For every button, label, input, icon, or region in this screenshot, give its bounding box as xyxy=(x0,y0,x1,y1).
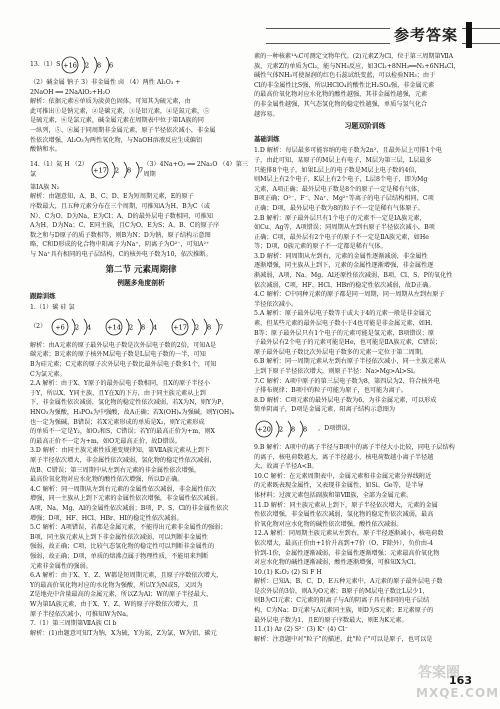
text-line: 素，但某些元素的最外层电子数小于4也可能是非金属元素，如H、 xyxy=(254,320,437,328)
watermark-line2: MXQE.COM xyxy=(416,686,500,700)
text-line: 对应水化物的碱性逐渐减弱，酸性逐渐增强，可推知X为Cl。 xyxy=(254,559,420,567)
text-line: 数之和与D原子的质子数相等，则B为N；D为钠，原子结构示意图 xyxy=(30,231,211,239)
text-line: 族，元素Z的单质为Cl₂，能与NH₃反应，如3Cl₂+8NH₃══N₂+6NH₄Cl， xyxy=(254,62,460,70)
text-line: 体材料；过渡元素包括副族和第Ⅷ族，全部为金属元素。 xyxy=(254,491,413,499)
text-line: 解析：由A元素的原子最外层电子数是次外层电子数的2倍，可知A是 xyxy=(30,341,217,349)
shell-electron-count: 4 xyxy=(153,323,158,332)
text-line: 7.C 解析：A项中原子的第三层电子数为8，第四层为2，符合核外电 xyxy=(254,377,440,385)
text-line: 增强，同一主族从上到下元素的金属性依次增强，非金属性依次减弱。 xyxy=(30,495,222,503)
text-line: 11.(1) Ar (2) S²⁻ (3) K⁺ (4) Cl⁻ xyxy=(254,626,348,634)
shell-electron-count: 2 xyxy=(114,166,119,175)
text-line: 子最外层有2个电子的元素可能是He，也可能是ⅡA族元素，C错误； xyxy=(254,339,442,347)
text-line: 第ⅠA族 N₂ xyxy=(30,183,60,191)
text-line: 一纵列，⑤、⑥属于同周期非金属元素，原子半径依次减小，非金属 xyxy=(30,126,216,134)
text-line: 9.B 解析：A项中的离子半径与B项中的离子半径大小比较，同电子层结构 xyxy=(254,443,455,451)
text-line: 简单阴离子，D项是金属元素，阳离子结构示意图为 xyxy=(254,406,396,414)
t1-analysis xyxy=(30,341,252,379)
text-line: 是硫元素，⑥是氯元素，碱金属元素在周期表中位于第ⅠA族的同 xyxy=(30,117,204,125)
shell-electron-count: 8 xyxy=(207,323,212,332)
calcium-ion-row xyxy=(254,415,476,443)
text-line: Cl的非金属性比S强，所以HClO₄的酸性比H₂SO₄强，非金属元素 xyxy=(254,81,435,89)
q14-head-row xyxy=(30,157,252,183)
q14-analysis xyxy=(30,192,252,259)
subsection-title: 例题多角度剖析 xyxy=(117,279,165,288)
sub-heading: 跟踪训练 xyxy=(30,291,56,300)
text-line: 越容易。 xyxy=(254,110,279,118)
shell-electron-count: 8 xyxy=(97,61,102,70)
text-line: 等；D项，0族元素的原子不一定都是稀有气体。 xyxy=(254,243,387,251)
text-line: N）、C为O、D为Na、E为Cl；A、D的最外层电子数相同，可推知 xyxy=(30,212,213,220)
t1-atoms-row xyxy=(30,313,252,341)
practice-title: 习题双阶训练 xyxy=(344,122,386,131)
text-line: 6.A 解析：由于X、Y、Z、W都是短周期元素，且原子序数依次增大， xyxy=(30,572,223,580)
text-line: 2NaOH ══ 2NaAlO₂+H₂O xyxy=(30,88,111,96)
text-line: 也一定为强碱，B错误；若X元素形成的单质是X₂，则Y元素形成 xyxy=(30,418,205,426)
text-line: 4.C 解析：C中同种元素的原子都是同一周期，同一周期从左到右原子 xyxy=(254,291,445,299)
text-line: 逐渐增强，同主族从上到下，元素的金属性逐渐增强，非金属性逐 xyxy=(254,262,434,270)
shell-electron-count: 8 xyxy=(291,425,296,434)
left-items xyxy=(30,379,252,638)
text-line: 11.D 解析：同主族元素从上到下，原子半径依次增大，元素的金属 xyxy=(254,501,438,509)
q14-head: 14.（1）氦 H （2）氯 xyxy=(30,161,88,178)
nucleus-charge: +17 xyxy=(173,323,188,332)
right-items-2 xyxy=(254,443,476,644)
text-line: 子排布规律；B项中的粒子可能为原子，也可能为离子。 xyxy=(254,387,408,395)
q14-lines xyxy=(30,183,252,193)
section-title: 第二节 元素周期律 xyxy=(105,264,177,275)
watermark-logo xyxy=(416,660,500,706)
shell-electron-count: 8 xyxy=(126,166,131,175)
shell-electron-count: 7 xyxy=(138,166,143,175)
text-line: 正确；D项，最外层电子数为8的粒子不一定是稀有气体原子。 xyxy=(254,204,424,212)
q13-head-row xyxy=(30,52,252,78)
text-line: 是次外层的3倍，则A为O元素；B原子的M层电子数比L层少1， xyxy=(254,587,429,595)
text-line: 略，C和D形成的化合物中阳离子为Na⁺，阴离子为O²⁻，可知A²⁺ xyxy=(30,241,210,249)
nucleus-charge: +14 xyxy=(107,323,122,332)
text-line: 原子最外层电子数比次外层电子数多的元素一定位于第二周期。 xyxy=(254,348,428,356)
q13-analysis xyxy=(30,97,252,155)
left-column xyxy=(30,52,252,638)
page-header xyxy=(0,24,500,46)
text-line: 子，由此可知，某原子的M层上有电子，M层为第三层，L层最多 xyxy=(254,156,432,164)
q13-head: 13.（1）S xyxy=(30,61,61,69)
right-column xyxy=(254,52,476,644)
text-line: 的最高价氧化物对应水化物的酸性越强，其非金属性越强，元素 xyxy=(254,91,428,99)
text-line: 3.D 解析：同周期从左到右，元素的金属性逐渐减弱，非金属性 xyxy=(254,252,428,260)
text-line: 增强；D项，HF、HCl、HBr、HI的稳定性依次减弱。 xyxy=(30,514,183,522)
text-line: A为H、D为Na；C、E同主族，且C为O，E为S；A、B、C的原子序 xyxy=(30,222,220,230)
text-line: 构，C为Na；D元素与A元素同主族，则D为S元素；E元素原子的 xyxy=(254,607,434,615)
text-line: 则M层上有2个电子，K层上有2个电子，L层8个电子，即为Mg xyxy=(254,176,428,184)
text-line: 依次增大，最高正价由+1价升高到+7价（O、F除外），负价由-4 xyxy=(254,539,434,547)
text-line: 解析：由题意知，A、B、C、D、E为短周期元素，E的原子 xyxy=(30,193,194,201)
shell-electron-count: 2 xyxy=(129,323,134,332)
text-line: 价氧化物对应水化物的碱性依次增强，酸性依次减弱。 xyxy=(254,520,403,528)
text-line: 最高价氧化物对应水化物的酸性依次增强，所以D正确。 xyxy=(30,476,184,484)
q14-tail: （3）4Na+O₂ ══ 2Na₂O （4）第三周期 xyxy=(143,161,249,178)
text-line: 正确；C项，最外层有2个电子的原子不一定是ⅡA族元素，如He xyxy=(254,233,429,241)
shell-electron-count: 4 xyxy=(87,323,92,332)
text-line: 8.D 解析：C项元素的最外层电子数为6，为非金属元素，可以形成 xyxy=(254,396,437,404)
text-line: 1.D 解析：每层最多可能容纳的电子数为2n²，且最外层上可排1个电 xyxy=(254,147,443,155)
shell-electron-count: 8 xyxy=(141,323,146,332)
text-line: 2.B 解析：原子最外层只有1个电子的元素不一定是ⅠA族元素， xyxy=(254,214,426,222)
text-line: 4.C 解析：同一周期从左到右元素的金属性依次减弱，非金属性依次 xyxy=(30,485,216,493)
page-number: 163 xyxy=(449,674,472,687)
text-line: 解析：注意题中对"粒子"的描述，此"粒子"可以是原子，也可以是 xyxy=(254,635,433,643)
text-line: 与 Na⁺具有相同的电子层结构，C的核外电子数为10，依次推断。 xyxy=(30,250,212,258)
t1-head: 1.（1）碳 硅 氯 xyxy=(30,304,75,312)
chlorine-atom-diagram xyxy=(170,315,232,339)
text-line: 最外层电子数为1，且E的原子序数最大，则E为K元素。 xyxy=(254,616,408,624)
text-line: Z是地壳中含量最高的金属元素，所以Z为Al；W的原子半径最大， xyxy=(30,591,213,599)
text-line: 素的一种核素¹⁴₆C可测定文物年代。(2)元素Z为Cl，位于第三周期第ⅦA xyxy=(254,53,454,60)
text-line: 的离子，核电荷数越大，离子半径越小，核电荷数越小离子半径越 xyxy=(254,453,434,461)
text-line: 半径依次减小。 xyxy=(254,300,298,308)
text-line: 渐减弱，A项，Na、Mg、Al还原性依次减弱，B项，Cl、S、P的氧化性 xyxy=(254,272,453,280)
silicon-atom-diagram xyxy=(104,315,166,339)
text-line: 元素非金属性的强弱。 xyxy=(30,562,92,570)
text-line: W为第ⅠA族元素，由于X、Y、Z、W的原子序数依次增大，且 xyxy=(30,600,199,608)
atom-tail: ，D项错误。 xyxy=(318,425,354,433)
t1-line2: （2） xyxy=(30,323,47,331)
header-rule xyxy=(266,28,500,44)
text-line: B项，同主族元素从上到下非金属性依次减弱，可以判断非金属性 xyxy=(30,533,208,541)
text-line: 强弱，故正确；C项，比较气态氢化物的稳定性可以判断非金属性的 xyxy=(30,543,215,551)
text-line: 上到下原子半径依次增大，则原子半径：Na>Mg>Al>Si。 xyxy=(254,368,420,375)
nucleus-charge: +16 xyxy=(63,61,78,70)
q13-atom-diagram xyxy=(60,54,122,76)
text-line: 则B为Cl元素；C元素的阳离子与A的阴离子具有相同的电子层结 xyxy=(254,597,430,605)
shell-electron-count: 2 xyxy=(195,323,200,332)
q13-lines xyxy=(30,78,252,97)
q14-atom-diagram xyxy=(90,159,144,181)
text-line: B为硅元素；C元素的原子次外层电子数比最外层电子数多1个，可知 xyxy=(30,361,217,369)
text-line: 的单质不一定是Y₂，如O₂和S，C错误；若Y的最高正价为+m，则X xyxy=(30,428,215,436)
nucleus-charge: +17 xyxy=(92,166,107,175)
watermark-line1: 答案圈 xyxy=(418,665,460,681)
text-line: A项，Na、Mg、Al的金属性依次减弱；B项，P、S、Cl的非金属性依次 xyxy=(30,504,229,512)
text-line: B项正确；O²⁻、F⁻、Na⁺、Mg²⁺等离子的电子层结构相同，C项 xyxy=(254,195,434,203)
text-line: 只能排8个电子，如果L层上的电子数是M层上电子数的4倍， xyxy=(254,166,421,174)
shell-electron-count: 2 xyxy=(279,425,284,434)
right-items xyxy=(254,146,476,415)
text-line: 如Cu、Ag等，A项错误；同周期从左到右原子半径依次减小，B项 xyxy=(254,224,435,232)
nucleus-charge: +6 xyxy=(55,323,66,332)
text-line: 于Y，所以X、Y同主族，且Y在X的下方，由于同主族元素从上到 xyxy=(30,389,206,397)
text-line: 故B、C错误；第三周期中从左到右元素的非金属性依次增强， xyxy=(30,466,201,474)
text-line: 碳元素；B元素的原子核外M层电子数是L层电子数的一半，可知 xyxy=(30,351,206,359)
header-bar xyxy=(466,22,472,48)
text-line: 大，故离子半径A<B。 xyxy=(254,463,318,471)
text-line: 解析：依据元素⑥单质为淡黄色固体，可知其为硫元素，由 xyxy=(30,98,191,106)
text-line: C为氯元素。 xyxy=(30,370,66,378)
header-title: 参考答案 xyxy=(390,24,462,45)
text-line: 酸钠和水。 xyxy=(30,146,61,154)
nucleus-charge: +20 xyxy=(257,425,271,434)
text-line: HNO₃为强酸，H₃PO₄为中强酸，故A正确；若X(OH)ₙ为强碱，则Y(OH)ₙ xyxy=(30,409,235,417)
text-line: 序数最大，且五种元素分布在三个周期，可推知A为H、B为C（或 xyxy=(30,202,211,210)
text-line: 元素，A项正确；最外层电子数是8个的原子一定是稀有气体， xyxy=(254,185,424,193)
text-line: 12.A 解析：同周期主族元素从左到右，原子半径逐渐减小，核电荷数 xyxy=(254,530,444,538)
text-line: 的非金属性越强，其气态氢化物的稳定性越强，单质与氢气化合 xyxy=(254,100,428,108)
text-line: 的最高正价不一定为+m，如O无最高正价，故D错误。 xyxy=(30,437,182,445)
text-line: 碱性气体NH₃可使湿润的红色石蕊试纸变蓝，可以检验NH₃；由于 xyxy=(254,72,436,80)
text-line: 依次减弱，C项，HF、HCl、HBr的稳定性依次减弱，故D正确。 xyxy=(254,281,435,289)
text-line: 5.A 解析：原子最外层电子数等于或大于4的元素一般是非金属元 xyxy=(254,310,432,318)
carbon-atom-diagram xyxy=(50,315,100,339)
text-line: 解析：已知A、B、C、D、E五种元素中，A元素的原子最外层电子数 xyxy=(254,578,443,586)
text-line: 6.B 解析：同一周期元素从左到右原子半径依次减小，同一主族元素从 xyxy=(254,358,446,366)
text-line: 3.D 解析：由同主族元素性质递变规律知，第ⅦA族元素从上到下 xyxy=(30,447,210,455)
text-line: Y的最高价氧化物对应的水化物为强酸，所以Y为N或S，又因为 xyxy=(30,581,203,589)
text-line: 10.C 解析：在元素周期表中，金属元素和非金属元素分界线附近 xyxy=(254,472,432,480)
text-line: 2.A 解析：由于X、Y原子的最外层电子数相同，且X的原子半径小 xyxy=(30,380,210,388)
text-line: 解析：(1)由题意可知T为钠，X为硫，Y为氮，Z为氯，W为铝，碳元 xyxy=(30,629,217,637)
shell-electron-count: 6 xyxy=(109,61,114,70)
text-line: 性依次增强，Al₂O₃为两性氧化物，与NaOH溶液反应生成偏铝 xyxy=(30,136,203,144)
calcium-ion-diagram xyxy=(254,417,318,441)
text-line: 原子半径依次增大，非金属性依次减弱，氢化物的稳定性依次减弱， xyxy=(30,457,216,464)
text-line: 原子半径依次减小，可推知W为Na。 xyxy=(30,610,133,618)
shell-electron-count: 8 xyxy=(303,425,308,434)
shell-electron-count: 7 xyxy=(219,323,224,332)
text-line: 10.(1) K₂O₂ (2) Si F H xyxy=(254,568,322,576)
text-line: 的元素既表现金属性，又表现非金属性，如Si、Ge等，是半导 xyxy=(254,482,424,490)
basic-heading: 基础训练 xyxy=(254,134,280,143)
text-line: （2）碱金属 钠子 3）非金属性 卤 （4）两性 Al₂O₃ + xyxy=(30,79,181,86)
text-line: 强弱，故正确；D项，单质的熔沸点属于物理性质，不能用来判断 xyxy=(30,552,209,560)
text-line: 5.C 解析：A项错误，若都是金属元素，不能得出元素非金属性的强弱； xyxy=(30,524,227,532)
text-line: 7.（1）第三周期第ⅦA族 Cl b xyxy=(30,620,117,628)
text-line: 价到-1价，金属性逐渐减弱，非金属性逐渐增强；元素最高价氧化物 xyxy=(254,549,440,557)
text-line: 此可推出①是钠元素，②是碳元素，③是铝元素，④是氮元素，⑤ xyxy=(30,107,210,115)
text-line: 性依次增强，非金属性依次减弱，氢化物的稳定性依次减弱，最高 xyxy=(254,511,434,519)
right-intro xyxy=(254,52,476,119)
text-line: 下，非金属性依次减弱，氢化物的稳定性依次减弱，若X为N，则Y为P， xyxy=(30,399,228,407)
shell-electron-count: 2 xyxy=(75,323,80,332)
shell-electron-count: 2 xyxy=(85,61,90,70)
text-line: B等；原子最外层只有1个电子的元素可能是氢元素，B项错误；原 xyxy=(254,329,435,337)
